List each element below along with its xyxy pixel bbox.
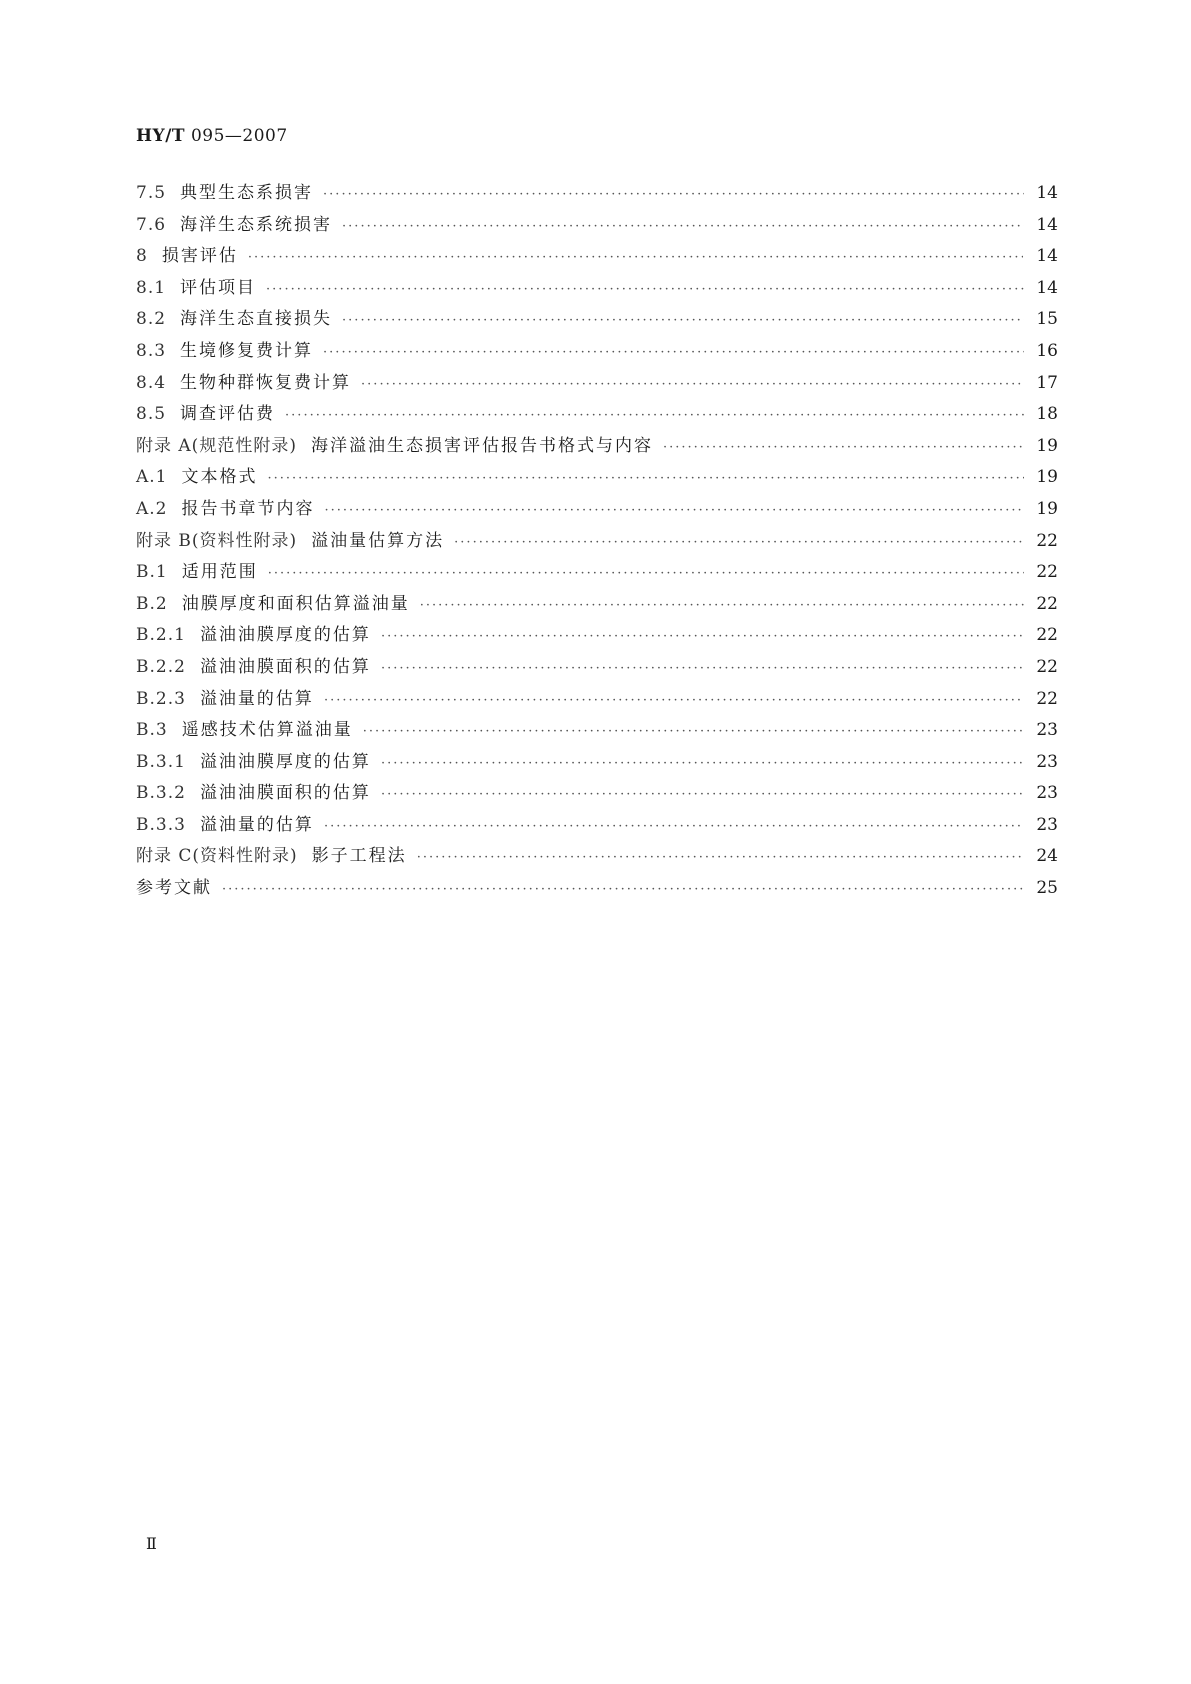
toc-dot-leader (248, 242, 1024, 274)
toc-entry-page: 18 (1036, 404, 1058, 425)
toc-entry-title: 溢油油膜面积的估算 (199, 656, 371, 677)
toc-entry-title: 影子工程法 (311, 846, 407, 867)
toc-dot-leader (285, 400, 1024, 432)
toc-entry-page: 14 (1036, 214, 1058, 235)
toc-entry-page: 19 (1036, 435, 1058, 456)
toc-entry-title: 溢油量的估算 (199, 688, 314, 709)
toc-entry-title: 海洋生态系统损害 (180, 214, 333, 235)
toc-entry[interactable] (136, 557, 1058, 589)
toc-dot-leader (381, 779, 1024, 811)
toc-entry-page: 19 (1036, 467, 1058, 488)
document-header (136, 126, 288, 146)
toc-entry-title: 溢油量估算方法 (311, 530, 445, 551)
toc-entry-page: 14 (1036, 183, 1058, 203)
toc-entry[interactable] (136, 462, 1058, 494)
toc-entry-page: 22 (1036, 625, 1058, 646)
standard-number: 095—2007 (190, 126, 288, 146)
toc-dot-leader (381, 748, 1024, 780)
toc-entry-number: B.2.2 (136, 656, 186, 677)
toc-entry-number: B.2.1 (136, 625, 186, 646)
toc-entry-number: B.3.3 (136, 814, 186, 835)
toc-dot-leader (417, 842, 1025, 874)
toc-dot-leader (323, 337, 1024, 369)
toc-entry-page: 17 (1036, 372, 1058, 393)
toc-dot-leader (420, 590, 1025, 622)
table-of-contents (136, 178, 1058, 905)
toc-entry-page: 23 (1036, 814, 1058, 835)
toc-entry[interactable] (136, 526, 1058, 558)
toc-dot-leader (268, 463, 1024, 495)
toc-entry-title: 海洋溢油生态损害评估报告书格式与内容 (310, 435, 653, 456)
toc-entry-number: 7.5 (136, 183, 167, 203)
toc-dot-leader (268, 558, 1024, 590)
toc-entry-number: 7.6 (136, 214, 167, 235)
toc-entry[interactable] (136, 336, 1058, 368)
toc-entry-number: B.3 (136, 720, 168, 741)
toc-dot-leader (663, 432, 1024, 464)
toc-entry[interactable] (136, 715, 1058, 747)
toc-entry[interactable] (136, 210, 1058, 242)
toc-entry-title: 遥感技术估算溢油量 (181, 720, 353, 741)
toc-entry-page: 16 (1036, 340, 1058, 361)
toc-dot-leader (325, 495, 1025, 527)
toc-entry-title: 海洋生态直接损失 (180, 309, 333, 330)
toc-entry-page: 23 (1036, 720, 1058, 741)
toc-entry[interactable] (136, 304, 1058, 336)
page-number: Ⅱ (146, 1534, 157, 1553)
toc-entry[interactable] (136, 778, 1058, 810)
toc-entry[interactable] (136, 747, 1058, 779)
toc-entry-title: 报告书章节内容 (181, 498, 315, 519)
toc-entry-title: 典型生态系损害 (180, 183, 314, 203)
toc-entry-title: 生境修复费计算 (180, 340, 314, 361)
toc-entry-number: 8.4 (136, 372, 167, 393)
toc-entry-title: 溢油油膜面积的估算 (199, 783, 371, 804)
toc-entry-number: 附录 C(资料性附录) (136, 846, 298, 867)
toc-entry[interactable] (136, 431, 1058, 463)
toc-entry-number: B.2 (136, 593, 168, 614)
toc-entry-title: 油膜厚度和面积估算溢油量 (181, 593, 410, 614)
toc-dot-leader (222, 874, 1023, 906)
toc-entry[interactable] (136, 684, 1058, 716)
toc-entry-number: 8.1 (136, 277, 167, 298)
toc-entry[interactable] (136, 241, 1058, 273)
toc-dot-leader (454, 527, 1024, 559)
toc-entry[interactable] (136, 399, 1058, 431)
toc-entry-page: 14 (1036, 246, 1058, 267)
toc-entry-number: 附录 B(资料性附录) (136, 530, 298, 551)
toc-entry-page: 15 (1036, 309, 1058, 330)
toc-entry-number: 8 (136, 246, 148, 267)
toc-entry-title: 文本格式 (181, 467, 258, 488)
toc-entry-number: B.2.3 (136, 688, 186, 709)
toc-entry-page: 23 (1036, 751, 1058, 772)
toc-dot-leader (361, 369, 1024, 401)
toc-entry-page: 24 (1036, 846, 1058, 867)
toc-entry[interactable] (136, 589, 1058, 621)
toc-entry-page: 23 (1036, 783, 1058, 804)
toc-dot-leader (324, 811, 1024, 843)
toc-entry-number: 8.5 (136, 404, 167, 425)
toc-entry-title: 溢油量的估算 (199, 814, 314, 835)
toc-dot-leader (342, 305, 1024, 337)
toc-dot-leader (266, 274, 1024, 306)
toc-entry-number: B.3.1 (136, 751, 186, 772)
toc-entry[interactable] (136, 620, 1058, 652)
toc-entry-page: 22 (1036, 593, 1058, 614)
toc-entry-title: 溢油油膜厚度的估算 (199, 625, 371, 646)
toc-entry[interactable] (136, 368, 1058, 400)
toc-entry[interactable] (136, 273, 1058, 305)
toc-entry-title: 溢油油膜厚度的估算 (199, 751, 371, 772)
toc-entry-page: 22 (1036, 656, 1058, 677)
toc-entry-page: 22 (1036, 562, 1058, 583)
toc-entry-number: 8.3 (136, 340, 167, 361)
standard-code: HY/T (136, 126, 186, 146)
toc-entry-page: 19 (1036, 498, 1058, 519)
toc-entry[interactable] (136, 178, 1058, 210)
toc-entry-page: 25 (1036, 878, 1058, 899)
toc-entry[interactable] (136, 810, 1058, 842)
toc-entry-number: B.1 (136, 562, 168, 583)
toc-dot-leader (381, 621, 1024, 653)
toc-entry-title: 调查评估费 (180, 404, 276, 425)
toc-entry-page: 22 (1036, 688, 1058, 709)
toc-entry-number: A.1 (136, 467, 168, 488)
toc-entry[interactable] (136, 652, 1058, 684)
toc-dot-leader (381, 653, 1024, 685)
toc-entry-title: 损害评估 (161, 246, 238, 267)
toc-entry-number: 附录 A(规范性附录) (136, 435, 297, 456)
toc-entry-number: 8.2 (136, 309, 167, 330)
toc-entry-title: 生物种群恢复费计算 (180, 372, 352, 393)
toc-entry-page: 14 (1036, 277, 1058, 298)
toc-entry-title: 适用范围 (181, 562, 258, 583)
toc-dot-leader (323, 179, 1024, 211)
toc-entry[interactable] (136, 873, 1058, 905)
toc-entry-number: B.3.2 (136, 783, 186, 804)
toc-entry-title: 参考文献 (136, 878, 212, 899)
toc-dot-leader (363, 716, 1025, 748)
toc-dot-leader (324, 685, 1024, 717)
toc-entry-title: 评估项目 (180, 277, 257, 298)
toc-entry[interactable] (136, 841, 1058, 873)
toc-entry[interactable] (136, 494, 1058, 526)
toc-entry-number: A.2 (136, 498, 168, 519)
toc-dot-leader (342, 211, 1024, 243)
toc-entry-page: 22 (1036, 530, 1058, 551)
